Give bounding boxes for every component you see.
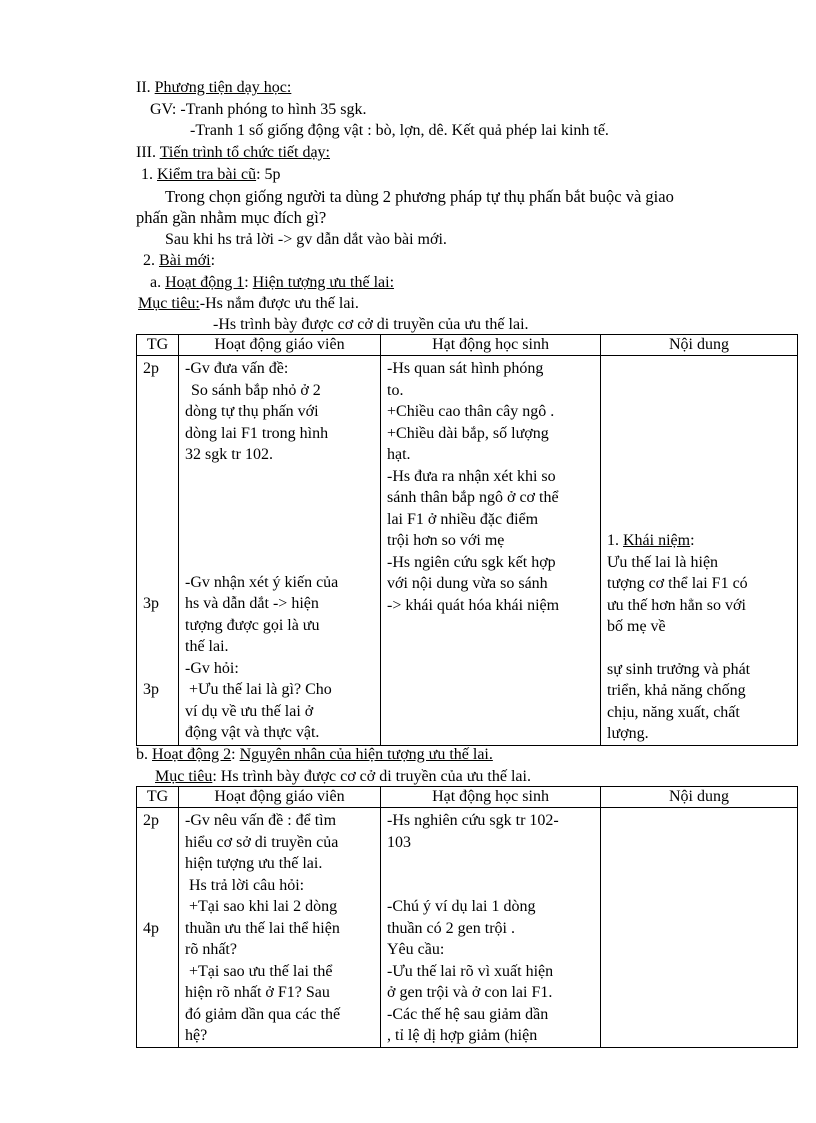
gv-materials-line-2: -Tranh 1 số giống động vật : bò, lợn, dê. Kết quả phép lai kinh tế. [190,122,609,139]
header-teacher: Hoạt động giáo viên [179,335,381,356]
student-line: sánh thân bắp ngô ở cơ thể [387,489,559,506]
content-line: triển, khả năng chống [607,682,746,699]
activity-1-heading [150,272,394,293]
tg-value: 2p [143,360,159,377]
student-line: ở gen trội và ở con lai F1. [387,984,553,1001]
new-lesson-colon: : [210,252,216,269]
gv-materials-line-1: GV: -Tranh phóng to hình 35 sgk. [150,101,367,118]
student-line: -> khái quát hóa khái niệm [387,596,560,614]
student-line: trội hơn so với mẹ [387,532,505,549]
header-student: Hạt động học sinh [381,335,601,356]
content-line: chịu, năng xuất, chất [607,703,740,721]
check-old-lesson [141,164,281,185]
teacher-line: hiểu cơ sở di truyền của [185,833,339,851]
teacher-line: -Gv đưa vấn đề: [185,360,289,377]
header-tg: TG [137,787,179,808]
teacher-line: 32 sgk tr 102. [185,446,273,463]
tg-value: 3p [143,595,159,612]
content-line: ưu thế hơn hẳn so với [607,596,746,614]
content-line: bố mẹ về [607,618,666,635]
table-header-row [137,335,798,356]
student-cell [381,808,601,1048]
activity-1-table [136,334,798,746]
teacher-line: dòng tự thụ phấn với [185,403,319,420]
table-row [137,356,798,746]
header-student: Hạt động học sinh [381,787,601,808]
teacher-cell [179,808,381,1048]
activity-1-goal-1: -Hs nắm được ưu thế lai. [199,295,359,312]
activity-2-sep: : [231,746,240,763]
teacher-line: hiện tượng ưu thế lai. [185,855,323,872]
teacher-line: tượng được gọi là ưu [185,616,320,634]
tg-value: 3p [143,681,159,698]
check-number: 1. [141,166,157,183]
teacher-line: -Gv hỏi: [185,659,239,677]
section-3-title: Tiến trình tổ chức tiết dạy: [159,144,330,161]
student-line: thuần có 2 gen trội . [387,919,515,937]
tg-cell [137,356,179,746]
teacher-line: đó giảm dần qua các thế [185,1005,341,1023]
teacher-line: hs và dẫn dắt -> hiện [185,595,319,612]
student-line: to. [387,381,404,399]
teacher-line: -Gv nhận xét ý kiến của [185,573,339,591]
teacher-line: +Ưu thế lai là gì? Cho [189,681,332,698]
student-line: +Chiều dài bắp, số lượng [387,424,549,442]
content-cell [601,808,798,1048]
student-line: 103 [387,833,411,851]
content-line: Ưu thế lai là hiện [607,553,719,571]
student-line: -Ưu thế lai rõ vì xuất hiện [387,962,554,980]
student-line: với nội dung vừa so sánh [387,575,548,592]
activity-1-prefix: a. [150,274,166,291]
student-line: -Hs đưa ra nhận xét khi so [387,467,556,485]
section-2-heading [136,77,291,98]
teacher-line: rõ nhất? [185,941,237,958]
activity-2-goal [155,766,531,787]
content-number: 1. [607,532,623,549]
content-line: sự sinh trưởng và phát [607,660,751,678]
header-teacher: Hoạt động giáo viên [179,787,381,808]
teacher-line: hiện rõ nhất ở F1? Sau [185,984,330,1001]
activity-2-goal-label: Mục tiêu [155,768,213,785]
student-line: +Chiều cao thân cây ngô . [387,403,555,420]
activity-1-label: Hoạt động 1 [165,274,245,291]
tg-cell [137,808,179,1048]
activity-1-title: Hiện tượng ưu thế lai: [252,274,395,291]
teacher-line: động vật và thực vật. [185,724,320,741]
teacher-line: -Gv nêu vấn đề : để tìm [185,812,337,829]
teacher-line: thuần ưu thế lai thể hiện [185,919,340,937]
content-line: tượng cơ thể lai F1 có [607,575,748,592]
section-2-number: II. [136,79,155,96]
student-line: -Hs nghiên cứu sgk tr 102- [387,812,559,829]
content-colon: : [690,532,695,549]
student-line: Yêu cầu: [387,941,445,958]
new-lesson-number: 2. [143,252,159,269]
teacher-line: +Tại sao khi lai 2 dòng [189,898,338,915]
student-line: -Hs ngiên cứu sgk kết hợp [387,553,556,571]
teacher-line: dòng lai F1 trong hình [185,424,329,442]
student-line: -Hs quan sát hình phóng [387,360,544,377]
activity-2-label: Hoạt động 2 [152,746,232,763]
teacher-line: Hs trả lời câu hỏi: [189,876,305,894]
activity-1-goal-2: -Hs trình bày được cơ cở di truyền của ưu thế lai. [213,316,529,333]
question-line-1: Trong chọn giống người ta dùng 2 phương pháp tự thụ phấn bắt buộc và giao [165,187,674,206]
activity-1-goal [138,293,359,314]
student-line: -Chú ý ví dụ lai 1 dòng [387,898,536,915]
new-lesson-heading [143,250,215,271]
check-time: : 5p [256,166,281,183]
section-3-number: III. [136,144,160,161]
student-line: hạt. [387,446,411,463]
activity-1-sep: : [244,274,253,291]
activity-1-goal-label: Mục tiêu: [138,295,200,312]
activity-2-goal-text: : Hs trình bày được cơ cở di truyền của ưu thế lai. [212,768,531,785]
teacher-cell [179,356,381,746]
content-label: Khái niệm [623,532,691,549]
header-content: Nội dung [601,335,798,356]
new-lesson-label: Bài mới [159,252,211,269]
teacher-line: +Tại sao ưu thế lai thể [189,962,333,980]
table-row [137,808,798,1048]
content-heading [607,530,797,552]
student-line: -Các thế hệ sau giảm dần [387,1005,549,1023]
after-answer-line: Sau khi hs trả lời -> gv dẫn dắt vào bài mới. [165,231,447,248]
teacher-line: So sánh bắp nhỏ ở 2 [191,381,321,399]
section-2-title: Phương tiện dạy học: [154,79,292,96]
activity-2-prefix: b. [136,746,152,763]
content-cell [601,356,798,746]
table-header-row [137,787,798,808]
activity-2-title: Nguyên nhân của hiện tượng ưu thế lai. [239,746,493,763]
teacher-line: hệ? [185,1027,208,1044]
student-line: lai F1 ở nhiều đặc điểm [387,510,539,528]
tg-value: 2p [143,812,159,829]
content-line: lượng. [607,725,649,742]
activity-2-heading [136,744,493,765]
teacher-line: thế lai. [185,638,229,655]
teacher-line: ví dụ về ưu thế lai ở [185,702,314,720]
header-content: Nội dung [601,787,798,808]
student-line: , tỉ lệ dị hợp giảm (hiện [387,1027,538,1044]
question-line-2: phấn gần nhằm mục đích gì? [136,208,327,227]
header-tg: TG [137,335,179,356]
student-cell [381,356,601,746]
section-3-heading [136,142,330,163]
check-label: Kiểm tra bài cũ [157,166,257,183]
activity-2-table [136,786,798,1048]
tg-value: 4p [143,920,159,937]
